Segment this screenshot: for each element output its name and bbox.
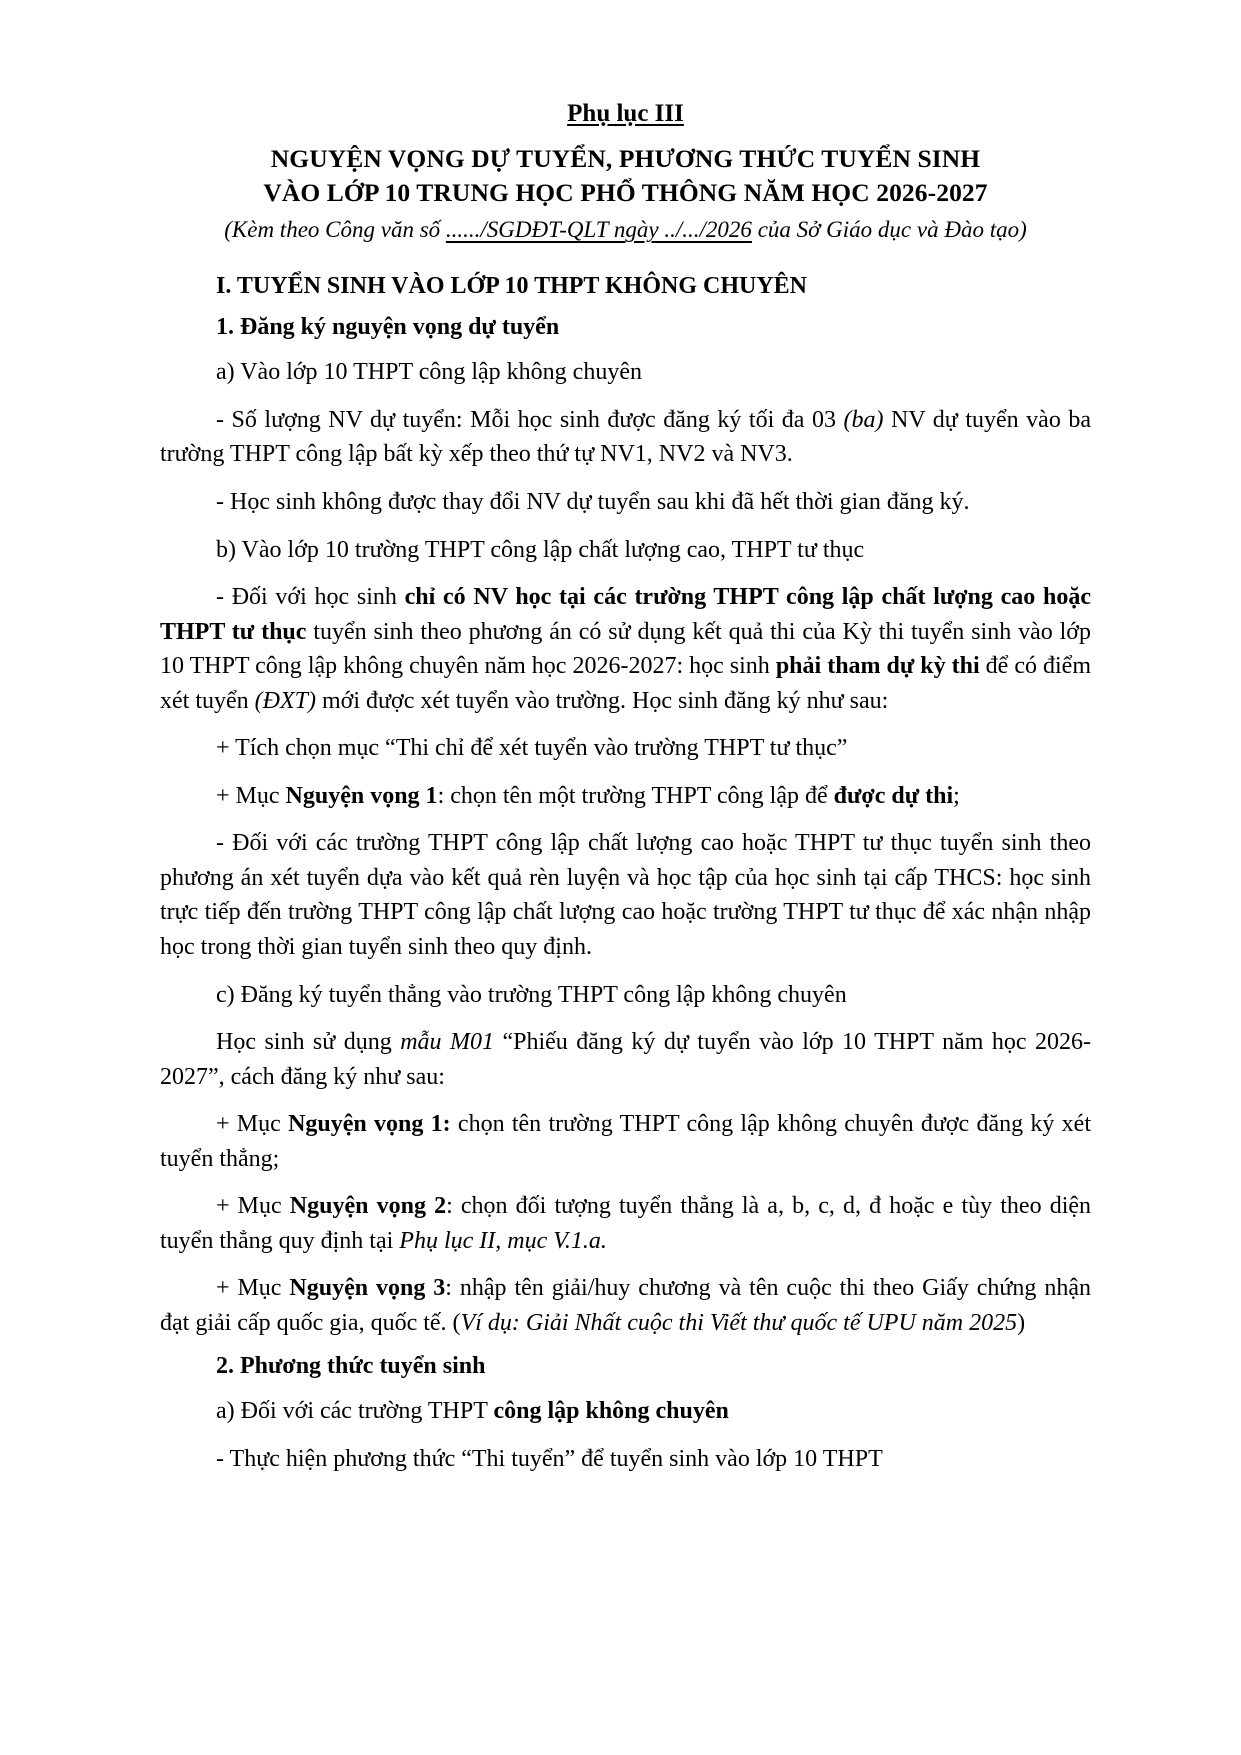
paragraph-c-item-4 — [160, 1271, 1091, 1340]
text-part: + Mục — [216, 1275, 290, 1302]
paragraph-b-item-2: + Tích chọn mục “Thi chỉ để xét tuyển vào trường THPT tư thục” — [216, 735, 848, 762]
paragraph-2b: - Thực hiện phương thức “Thi tuyển” để tuyển sinh vào lớp 10 THPT — [216, 1445, 883, 1472]
text-italic: mẫu M01 — [400, 1029, 494, 1056]
paragraph-b-item-4: - Đối với các trường THPT công lập chất lượng cao hoặc THPT tư thục tuyển sinh theo phương án xét tuyển dựa vào kết quả rèn luyện và học tập của học sinh tại cấp THCS: học sinh trực tiếp đến trường THPT công lập chất lượng cao hoặc trường THPT tư thục để xác nhận nhập học trong thời gian tuyển sinh theo quy định. — [160, 830, 1091, 960]
text-part: Học sinh sử dụng — [216, 1029, 401, 1056]
text-bold: chỉ có NV học tại các trường THPT công lập chất lượng cao hoặc THPT tư thục — [160, 584, 1091, 645]
text-part: để có điểm xét tuyển — [160, 653, 1091, 714]
text-part: - Đối với học sinh — [216, 584, 405, 611]
text-bold: Nguyện vọng 1: — [288, 1111, 451, 1138]
text-part: chọn tên trường THPT công lập không chuyên được đăng ký xét tuyển thẳng; — [160, 1111, 1091, 1172]
text-part: - Số lượng NV dự tuyển: Mỗi học sinh được đăng ký tối đa 03 — [216, 406, 844, 433]
text-italic: Ví dụ: Giải Nhất cuộc thi Viết thư quốc tế UPU năm 2025 — [460, 1309, 1018, 1336]
appendix-label — [160, 100, 1091, 128]
text-bold: Nguyện vọng 3 — [289, 1275, 446, 1302]
paragraph-b: b) Vào lớp 10 trường THPT công lập chất lượng cao, THPT tư thục — [216, 536, 865, 563]
text-part: tuyển sinh theo phương án có sử dụng kết quả thi của Kỳ thi tuyển sinh vào lớp 10 THPT công lập không chuyên năm học 2026-2027: học sinh — [160, 618, 1091, 680]
subsection-heading-2: 2. Phương thức tuyển sinh — [216, 1353, 486, 1380]
paragraph-c-item-2 — [160, 1107, 1091, 1176]
paragraph-b-item-1 — [160, 580, 1091, 718]
paragraph-c-item-1 — [160, 1025, 1091, 1094]
text-bold: phải tham dự kỳ thi — [775, 653, 980, 680]
document-subtitle — [160, 217, 1091, 243]
text-part: : chọn đối tượng tuyển thẳng là a, b, c, d, đ hoặc e tùy theo diện tuyển thẳng quy định tại — [160, 1193, 1092, 1254]
text-bold: Nguyện vọng 2 — [289, 1193, 447, 1220]
page-title-line1: NGUYỆN VỌNG DỰ TUYỂN, PHƯƠNG THỨC TUYỂN SINH — [270, 144, 981, 173]
paragraph-2a — [160, 1394, 1091, 1429]
paragraph-a-item-2: - Học sinh không được thay đổi NV dự tuyển sau khi đã hết thời gian đăng ký. — [216, 488, 970, 515]
text-bold: Nguyện vọng 1 — [285, 782, 438, 809]
text-part: ) — [1017, 1309, 1026, 1336]
text-part: “Phiếu đăng ký dự tuyển vào lớp 10 THPT năm học 2026-2027”, cách đăng ký như sau: — [160, 1029, 1091, 1090]
text-part: + Mục — [216, 1111, 289, 1138]
text-part: NV dự tuyển vào ba trường THPT công lập bất kỳ xếp theo thứ tự NV1, NV2 và NV3. — [160, 406, 1091, 468]
text-part: a) Đối với các trường THPT — [216, 1398, 494, 1425]
text-italic: (ĐXT) — [254, 687, 316, 714]
text-part: + Mục — [216, 782, 286, 809]
paragraph-c: c) Đăng ký tuyển thẳng vào trường THPT công lập không chuyên — [216, 981, 847, 1008]
page-title-line2: VÀO LỚP 10 TRUNG HỌC PHỔ THÔNG NĂM HỌC 2026-2027 — [263, 177, 988, 207]
text-italic: (ba) — [843, 406, 884, 433]
text-part: ; — [953, 782, 960, 809]
text-part: : chọn tên một trường THPT công lập để — [437, 782, 834, 809]
text-bold: công lập không chuyên — [493, 1398, 729, 1425]
subtitle-prefix: (Kèm theo Công văn số — [224, 217, 446, 243]
text-part: mới được xét tuyển vào trường. Học sinh đăng ký như sau: — [315, 687, 889, 714]
subtitle-reference-number: ....../SGDĐT-QLT ngày ../.../2026 — [445, 217, 752, 243]
subsection-heading-1: 1. Đăng ký nguyện vọng dự tuyển — [216, 314, 560, 341]
text-bold: được dự thi — [833, 782, 954, 809]
page-title — [160, 142, 1091, 209]
appendix-label-text: Phụ lục III — [567, 100, 684, 127]
paragraph-b-item-3 — [160, 779, 1091, 814]
paragraph-a-item-1 — [160, 403, 1091, 472]
text-part: : nhập tên giải/huy chương và tên cuộc thi theo Giấy chứng nhận đạt giải cấp quốc gia, quốc tế. ( — [160, 1275, 1091, 1336]
paragraph-a: a) Vào lớp 10 THPT công lập không chuyên — [216, 359, 642, 386]
section-heading-1: I. TUYỂN SINH VÀO LỚP 10 THPT KHÔNG CHUYÊN — [216, 273, 807, 300]
text-italic: Phụ lục II, mục V.1.a. — [399, 1227, 607, 1254]
subtitle-suffix: của Sở Giáo dục và Đào tạo) — [751, 217, 1027, 243]
text-part: + Mục — [216, 1193, 290, 1220]
paragraph-c-item-3 — [160, 1189, 1091, 1258]
